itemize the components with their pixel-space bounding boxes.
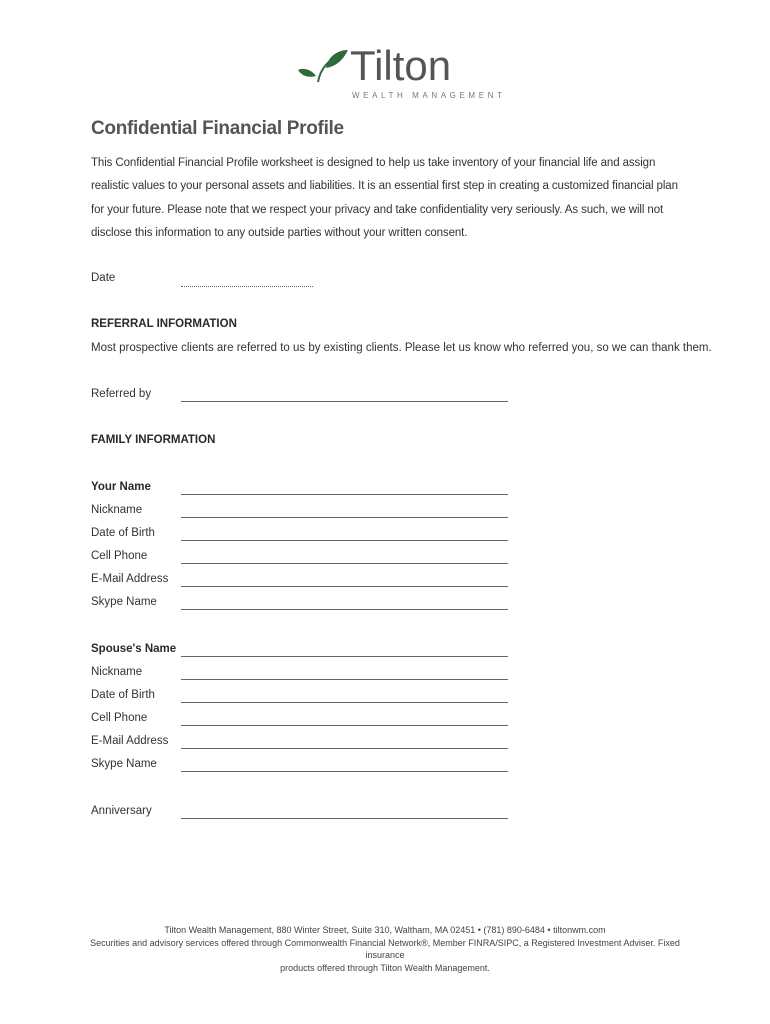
spouse-name-label: Spouse's Name — [91, 643, 177, 655]
leaf-icon — [298, 48, 350, 84]
date-of-birth-field[interactable] — [181, 540, 508, 541]
nickname-label: Nickname — [91, 504, 143, 516]
family-heading: FAMILY INFORMATION — [91, 434, 216, 446]
referred-by-label: Referred by — [91, 388, 152, 400]
page-title: Confidential Financial Profile — [91, 118, 344, 139]
spouse-email-field[interactable] — [181, 748, 508, 749]
intro-paragraph: This Confidential Financial Profile worksheet is designed to help us take inventory of your financial life and assign realistic values to your personal assets and liabilities. It is an essential first step in creating a customized financial plan for your future. Please note that we respect your privacy and take confidentiality very seriously. As such, we will not disclose this information to any outside parties without your written consent. — [91, 157, 678, 239]
nickname-field[interactable] — [181, 517, 508, 518]
anniversary-label: Anniversary — [91, 805, 152, 817]
email-field[interactable] — [181, 586, 508, 587]
referral-heading: REFERRAL INFORMATION — [91, 318, 237, 330]
referred-by-field[interactable] — [181, 401, 508, 402]
spouse-date-of-birth-field[interactable] — [181, 702, 508, 703]
spouse-name-field[interactable] — [181, 656, 508, 657]
your-name-label: Your Name — [91, 481, 151, 493]
brand-tagline: WEALTH MANAGEMENT — [352, 91, 506, 100]
brand-name: Tilton — [350, 42, 452, 89]
date-of-birth-label: Date of Birth — [91, 527, 155, 539]
footer-disclosure: Securities and advisory services offered through Commonwealth Financial Network®, Member FINRA/SIPC, a Registered Investment Adviser. Fixed insurance — [90, 937, 680, 960]
skype-field[interactable] — [181, 609, 508, 610]
cell-phone-field[interactable] — [181, 563, 508, 564]
your-name-field[interactable] — [181, 494, 508, 495]
spouse-cell-phone-field[interactable] — [181, 725, 508, 726]
date-label: Date — [91, 272, 116, 284]
email-label: E-Mail Address — [91, 573, 169, 585]
footer-address: Tilton Wealth Management, 880 Winter Street, Suite 310, Waltham, MA 02451 • (781) 890-6484 • tiltonwm.com — [164, 925, 606, 935]
skype-label: Skype Name — [91, 596, 157, 608]
spouse-cell-phone-label: Cell Phone — [91, 712, 148, 724]
spouse-date-of-birth-label: Date of Birth — [91, 689, 155, 701]
spouse-nickname-field[interactable] — [181, 679, 508, 680]
date-field[interactable] — [181, 286, 313, 287]
spouse-skype-field[interactable] — [181, 771, 508, 772]
referral-text: Most prospective clients are referred to us by existing clients. Please let us know who referred you, so we can thank them. — [91, 342, 712, 354]
company-logo — [298, 42, 506, 104]
cell-phone-label: Cell Phone — [91, 550, 148, 562]
footer-disclosure-cont: products offered through Tilton Wealth Management. — [280, 962, 490, 973]
spouse-nickname-label: Nickname — [91, 666, 143, 678]
anniversary-field[interactable] — [181, 818, 508, 819]
footer — [70, 924, 700, 974]
spouse-email-label: E-Mail Address — [91, 735, 169, 747]
spouse-skype-label: Skype Name — [91, 758, 157, 770]
